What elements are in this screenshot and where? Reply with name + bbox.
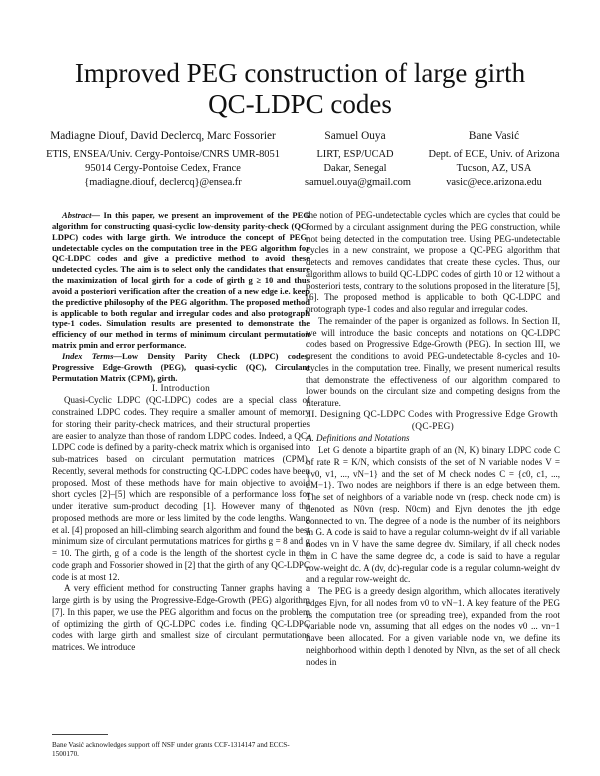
definitions-paragraph-1: Let G denote a bipartite graph of an (N, K) binary LDPC code C of rate R = K/N, which consists of the set of N variable nodes V = {v0, v1, ..., vN−1} and the set of M check nodes C = {c0, c1, ..., cM−1}. Two nodes are neighbors if there is an edge between them. The set of neighbors of a variable node vn (resp. check node cm) is denoted as N0vn (resp. N0cm) and Ejvn denotes the jth edge connected to vn. The degree of a node is the number of its neighbors in G. A code is said to have a regular column-weight dv if all variable nodes vn in V have the same degree dv. Similary, if all check nodes cm in C have the same degree dc, a code is said to have a regular row-weight dc. A (dv, dc)-regular code is a regular column-weight dv and a regular row-weight dc.: [306, 445, 560, 585]
section-heading-introduction: I. Introduction: [151, 383, 211, 394]
footnote-rule: [52, 734, 108, 735]
author-block-1: [46, 128, 280, 190]
author-address: Dakar, Senegal: [323, 163, 387, 174]
author-affiliation: Dept. of ECE, Univ. of Arizona: [428, 149, 560, 160]
paper-title-line-2: QC-LDPC codes: [208, 89, 392, 119]
author-affiliation: ETIS, ENSEA/Univ. Cergy-Pontoise/CNRS UMR-8051: [46, 149, 280, 160]
intro-paragraph-2: A very efficient method for constructing Tanner graphs having a large girth is by using the Progressive-Edge-Growth (PEG) algorithm [7]. In this paper, we use the PEG algorithm and focus on the problem of optimizing the girth of QC-LDPC codes i.e. finding QC-LDPC codes with large girth and smallest size of circulant permutations matrices. We introduce: [52, 583, 310, 652]
intro-paragraph-1: Quasi-Cyclic LDPC (QC-LDPC) codes are a special class of constrained LDPC codes. They require a smaller amount of memory for storing their parity-check matrices, and their structural properties are easier to analyze than those of random LDPC codes. Indeed, a QC-LDPC code is defined by a parity-check matrix which is organised into sub-matrices based on circulant permutation matrices (CPM). Recently, several methods for constructing QC-LDPC codes have been proposed. Most of these methods have for main objective to avoid short cycles [2]–[5] which are responsible of a performance loss for under iterative sum-product decoding [1]. However many of the proposed methods are more or less limited by the code lengths. Wang et al. [4] proposed an hill-climbing search algorithm and found the best minimum size of circulant permutations matrices for girths g = 8 and g = 10. The girth, g of a code is the length of the shortest cycle in the code graph and Fossorier showed in [2] that the girth of any QC-LDPC code is at most 12.: [52, 395, 310, 582]
author-name: Bane Vasić: [468, 130, 520, 142]
footnote: Bane Vasić acknowledges support off NSF under grants CCF-1314147 and ECCS-1500170.: [52, 741, 290, 758]
abstract: [52, 210, 310, 351]
index-terms-text: Low Density Parity Check (LDPC) codes, Progressive Edge-Growth (PEG), quasi-cyclic (QC), Circulant Permutation Matrix (CPM), girth.: [52, 350, 310, 383]
author-email: samuel.ouya@gmail.com: [305, 177, 411, 188]
intro-paragraph-4: The remainder of the paper is organized as follows. In Section II, we will introduce the basic concepts and notations on QC-LDPC codes based on Progressive Edge-Growth (PEG). In section III, we present the conditions to avoid PEG-undetectable 8-cycles and 10-cycles in the computation tree. Finally, we present numerical results that demonstrate the effectiveness of our algorithm compared to lower bounds on the circulant size and competing designs from the literature.: [306, 315, 560, 408]
author-email: vasic@ece.arizona.edu: [446, 177, 542, 188]
right-column: [306, 154, 560, 668]
author-address: Tucson, AZ, USA: [456, 163, 532, 174]
index-terms-label: Index Terms—: [62, 350, 122, 361]
abstract-text: In this paper, we present an improvement of the PEG algorithm for constructing quasi-cyclic low-density parity-check (QC-LDPC) codes with large girth. We introduce the concept of PEG-undetectable cycles on the computation tree in the PEG algorithm for QC-LDPC codes and give a predictive method to avoid these undetected cycles. The aim is to select only the candidates that ensure the maximization of local girth for a code of girth g ≥ 10 and thus avoid a posteriori verification after the creation of a new edge i.e. keep the predictive philosophy of the PEG algorithm. The proposed method is applicable to both regular and irregular codes and also protograph type-1 codes. Simulation results are presented to demonstrate the efficiency of our method in terms of minimum circulant permutation matrix pmin and error performance.: [52, 210, 310, 351]
left-column: [52, 210, 310, 654]
author-name: Samuel Ouya: [324, 130, 386, 142]
author-email: {madiagne.diouf, declercq}@ensea.fr: [84, 177, 242, 188]
author-name: Madiagne Diouf, David Declercq, Marc Fossorier: [50, 130, 276, 142]
definitions-paragraph-2: The PEG is a greedy design algorithm, which allocates iteratively edges Ejvn, for all nodes from v0 to vN−1. A key feature of the PEG is the computation tree (or spreading tree), expanded from the root variable node vn, assuming that all edges on the nodes v0 ... vn−1 have been allocated. For a given variable node vn, we define its neighborhood within depth l denoted by Nlvn, as the set of all check nodes in: [306, 586, 560, 667]
paper-title-line-1: Improved PEG construction of large girth: [74, 58, 526, 88]
author-affiliation: LIRT, ESP/UCAD: [316, 149, 394, 160]
subsection-heading-definitions: A. Definitions and Notations: [306, 433, 410, 444]
intro-paragraph-3: the notion of PEG-undetectable cycles which are cycles that could be formed by a circulant assignment during the PEG construction, while not being detected in the computation tree. Using PEG-undetectable cycles in a new constraint, we propose a QC-PEG algorithm that detects and removes candidates that create these cycles. Thus, our algorithm allows to build QC-LDPC codes of girth 10 or 12 without a posteriori tests, contrary to the solutions proposed in the literature [5], [6]. The proposed method is applicable to both QC-LDPC and protograph type-1 codes and also regular and irregular codes.: [306, 210, 560, 314]
index-terms: [52, 351, 310, 384]
author-address: 95014 Cergy-Pontoise Cedex, France: [85, 163, 241, 174]
abstract-label: Abstract—: [62, 210, 100, 220]
section-heading-designing: II. Designing QC-LDPC Codes with Progressive Edge Growth (QC-PEG): [307, 409, 559, 432]
